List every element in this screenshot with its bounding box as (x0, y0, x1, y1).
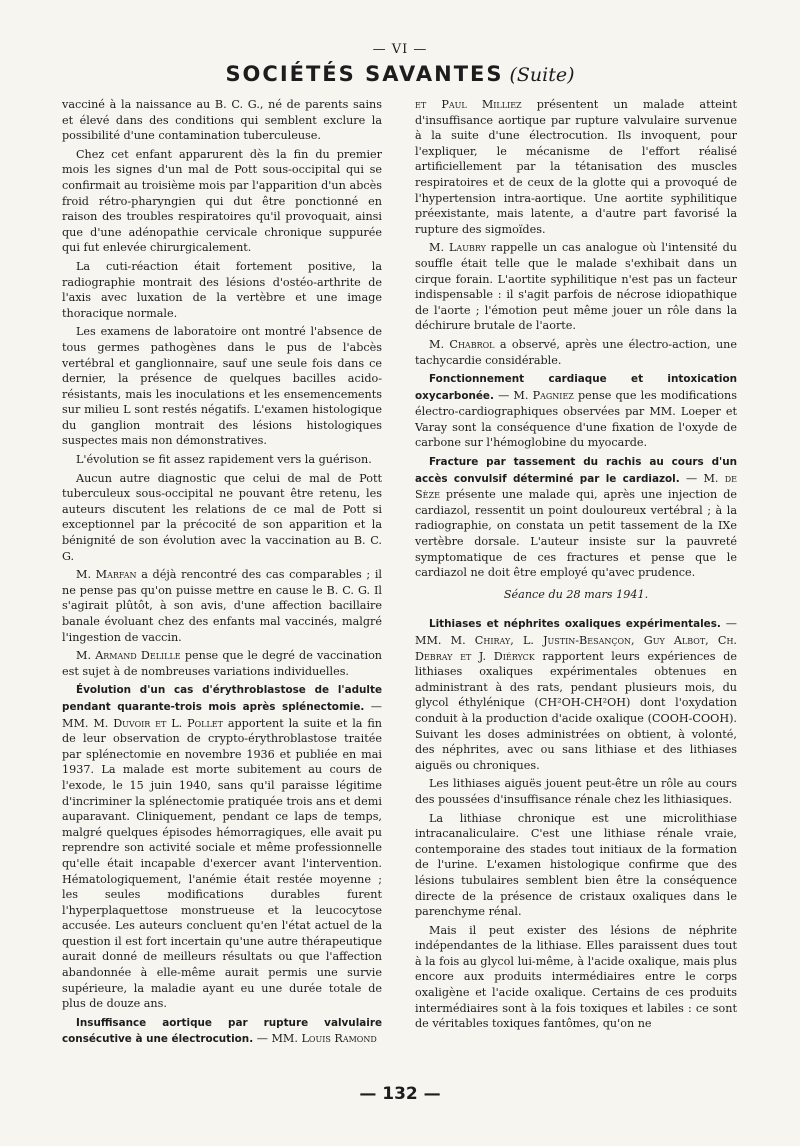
paragraph (415, 337, 737, 368)
speaker-name: M. Laubry (429, 241, 486, 255)
paragraph: Mais il peut exister des lésions de néphrite indépendantes de la lithiase. Elles paraissent dues tout à la fois au glycol lui-même, à l'acide oxalique, mais plus encore aux produits intermédiaires entre le corps oxaligène et l'acide oxalique. Certains de ces produits intermédiaires sont à la fois toxiques et labiles : ce sont de véritables toxiques fantômes, qu'on ne (415, 923, 737, 1031)
paragraph: vacciné à la naissance au B. C. G., né de parents sains et élevé dans des conditions qui semblent exclure la possibilité d'une contamination tuberculeuse. (62, 98, 382, 143)
paragraph: Aucun autre diagnostic que celui de mal de Pott tuberculeux sous-occipital ne pouvant être retenu, les auteurs discutent les relations de ce mal de Pott si exceptionnel par la précocité de son apparition et la bénignité de son évolution avec la vaccination au B. C. G. (62, 471, 382, 563)
communication-heading: Fonctionnement cardiaque et intoxication oxycarbonée. (415, 373, 737, 402)
paragraph (62, 682, 382, 1011)
paragraph: Chez cet enfant apparurent dès la fin du premier mois les signes d'un mal de Pott sous-occipital qui se confirmait au troisième mois par l'apparition d'un abcès froid rétro-pharyngien qui dut être ponctionné en raison des troubles respiratoires qu'il provoquait, ainsi que d'une adénopathie cervicale chronique suppurée qui fut enlevée chirurgicalement. (62, 147, 382, 255)
paragraph: La cuti-réaction était fortement positive, la radiographie montrait des lésions d'ostéo-arthrite de l'axis avec luxation de la vertèbre et une image thoracique normale. (62, 259, 382, 320)
paragraph (415, 371, 737, 451)
left-column (62, 97, 382, 1048)
paragraph: Les examens de laboratoire ont montré l'absence de tous germes pathogènes dans le pus de l'abcès vertébral et ganglionnaire, sauf une seule fois dans ce dernier, la présence de quelques bacilles acido-résistants, mais les inoculations et les ensemencements sur milieu L sont restés négatifs. L'examen histologique du ganglion montrait des lésions histologiques suspectes mais non démonstratives. (62, 325, 382, 448)
section-title: SOCIÉTÉS SAVANTES (225, 62, 504, 86)
paragraph: Les lithiases aiguës jouent peut-être un rôle au cours des poussées d'insuffisance rénale chez les lithiasiques. (415, 777, 737, 806)
communication-heading: Lithiases et néphrites oxaliques expérimentales. (429, 618, 721, 631)
paragraph-text: rapportent leurs expériences de lithiases oxaliques expérimentales obtenues en administrant à des rats, pendant plusieurs mois, du glycol éthylénique (CH²OH-CH²OH) dont l'oxydation conduit à la production d'acide oxalique (COOH-COOH). Suivant les doses administrées on obtient, à volonté, des néphrites, avec ou sans lithiase et des lithiases aiguës ou chroniques. (415, 649, 737, 772)
paragraph-text: a déjà rencontré des cas comparables ; il ne pense pas qu'on puisse mettre en cause le B. C. G. Il s'agirait plûtôt, à son avis, d'une affection bacillaire banale évoluant chez des enfants mal vaccinés, malgré l'ingestion de vaccin. (62, 568, 382, 644)
paragraph (415, 97, 737, 237)
page-number: — 132 — (359, 1084, 441, 1104)
speaker-name: M. Armand Delille (76, 649, 181, 663)
paragraph (415, 240, 737, 334)
authors: — MM. Louis Ramond (253, 1032, 377, 1046)
speaker-name: et Paul Milliez (415, 98, 522, 111)
paragraph-text: présente une malade qui, après une injection de cardiazol, ressentit un point douloureux vertébral ; à la radiographie, on constata un petit tassement de la IXe vertèbre dorsale. L'auteur insiste sur la pauvreté symptomatique de ces fractures et pense que le cardiazol ne doit être employé qu'avec prudence. (415, 488, 737, 580)
communication-heading: Fracture par tassement du rachis au cours d'un accès convulsif déterminé par le cardiazol. (415, 456, 737, 485)
paragraph (415, 616, 737, 773)
session-date: Séance du 28 mars 1941. (503, 587, 649, 601)
roman-page-number: — VI — (372, 42, 428, 57)
page-header (0, 62, 800, 86)
paragraph-text: présentent un malade atteint d'insuffisance aortique par rupture valvulaire survenue à la suite d'une électrocution. Ils invoquent, pour l'expliquer, le mécanisme de l'effort réalisé artificiellement par la tétanisation des muscles respiratoires et de ceux de la glotte qui a provoqué de l'hypertension intra-aortique. Une aortite syphilitique préexistante, mais latente, a d'autre part favorisé la rupture des sigmoïdes. (415, 98, 737, 236)
section-suite: (Suite) (509, 64, 575, 86)
paragraph-text: pense que le degré de vaccination est sujet à de nombreuses variations individuelles. (62, 649, 383, 678)
communication-heading: Évolution d'un cas d'érythroblastose de l'adulte pendant quarante-trois mois après splénectomie. (62, 684, 382, 713)
paragraph: La lithiase chronique est une microlithiase intracanaliculaire. C'est une lithiase rénale vraie, contemporaine des stades tout initiaux de la formation de l'urine. L'examen histologique confirme que des lésions tubulaires semblent bien être la conséquence directe de la présence de cristaux oxaliques dans le parenchyme rénal. (415, 811, 737, 919)
paragraph-text: a observé, après une électro-action, une tachycardie considérable. (415, 337, 737, 367)
paragraph (62, 648, 382, 679)
paragraph-text: rappelle un cas analogue où l'intensité du souffle était telle que le malade s'exhibait dans un cirque forain. L'aortite syphilitique n'est pas un facteur indispensable : il s'agit parfois de nécrose idiopathique de l'aorte ; l'émotion peut même jouer un rôle dans la déchirure brutale de l'aorte. (415, 241, 737, 333)
communication-heading: Insuffisance aortique par rupture valvulaire consécutive à une électrocution. (62, 1016, 382, 1046)
paragraph: L'évolution se fit assez rapidement vers la guérison. (76, 453, 372, 467)
paragraph-text: apportent la suite et la fin de leur observation de crypto-érythroblastose traitée par splénectomie en novembre 1936 et publiée en mai 1937. La malade est morte subitement au cours de l'exode, le 15 juin 1940, sans qu'il paraisse légitime d'incriminer la splénectomie pratiquée trois ans et demi auparavant. Cliniquement, pendant ce laps de temps, malgré quelques épisodes hémorragiques, elle avait pu reprendre son activité sociale et même professionnelle qu'elle était incapable d'exercer avant l'intervention. Hématologiquement, l'anémie était restée moyenne ; les seules modifications durables furent l'hyperplaquettose monstrueuse et la leucocytose accusée. Les auteurs concluent qu'en l'état actuel de la question il est fort incertain qu'une autre thérapeutique aurait donné de meilleurs résultats ou que l'affection abandonnée à elle-même aurait permis une survie supérieure, la maladie ayant eu une durée totale de plus de douze ans. (62, 716, 382, 1011)
paragraph (62, 1015, 382, 1048)
authors: — M. Pagniez (493, 388, 574, 402)
authors: — MM. M. Chiray, L. Justin-Besançon, Guy Albot, Ch. Debray et J. Diéryck (415, 617, 737, 663)
speaker-name: M. Chabrol (429, 337, 495, 351)
authors: — MM. M. Duvoir et L. Pollet (62, 699, 382, 730)
paragraph-text: pense que les modifications électro-cardiographiques observées par MM. Loeper et Varay sont la conséquence d'une fixation de l'oxyde de carbone sur l'hémoglobine du myocarde. (415, 388, 737, 450)
right-column (415, 97, 737, 1032)
authors: — M. de Sèze (415, 471, 738, 502)
paragraph (415, 454, 737, 581)
speaker-name: M. Marfan (76, 568, 137, 582)
paragraph (62, 567, 382, 645)
